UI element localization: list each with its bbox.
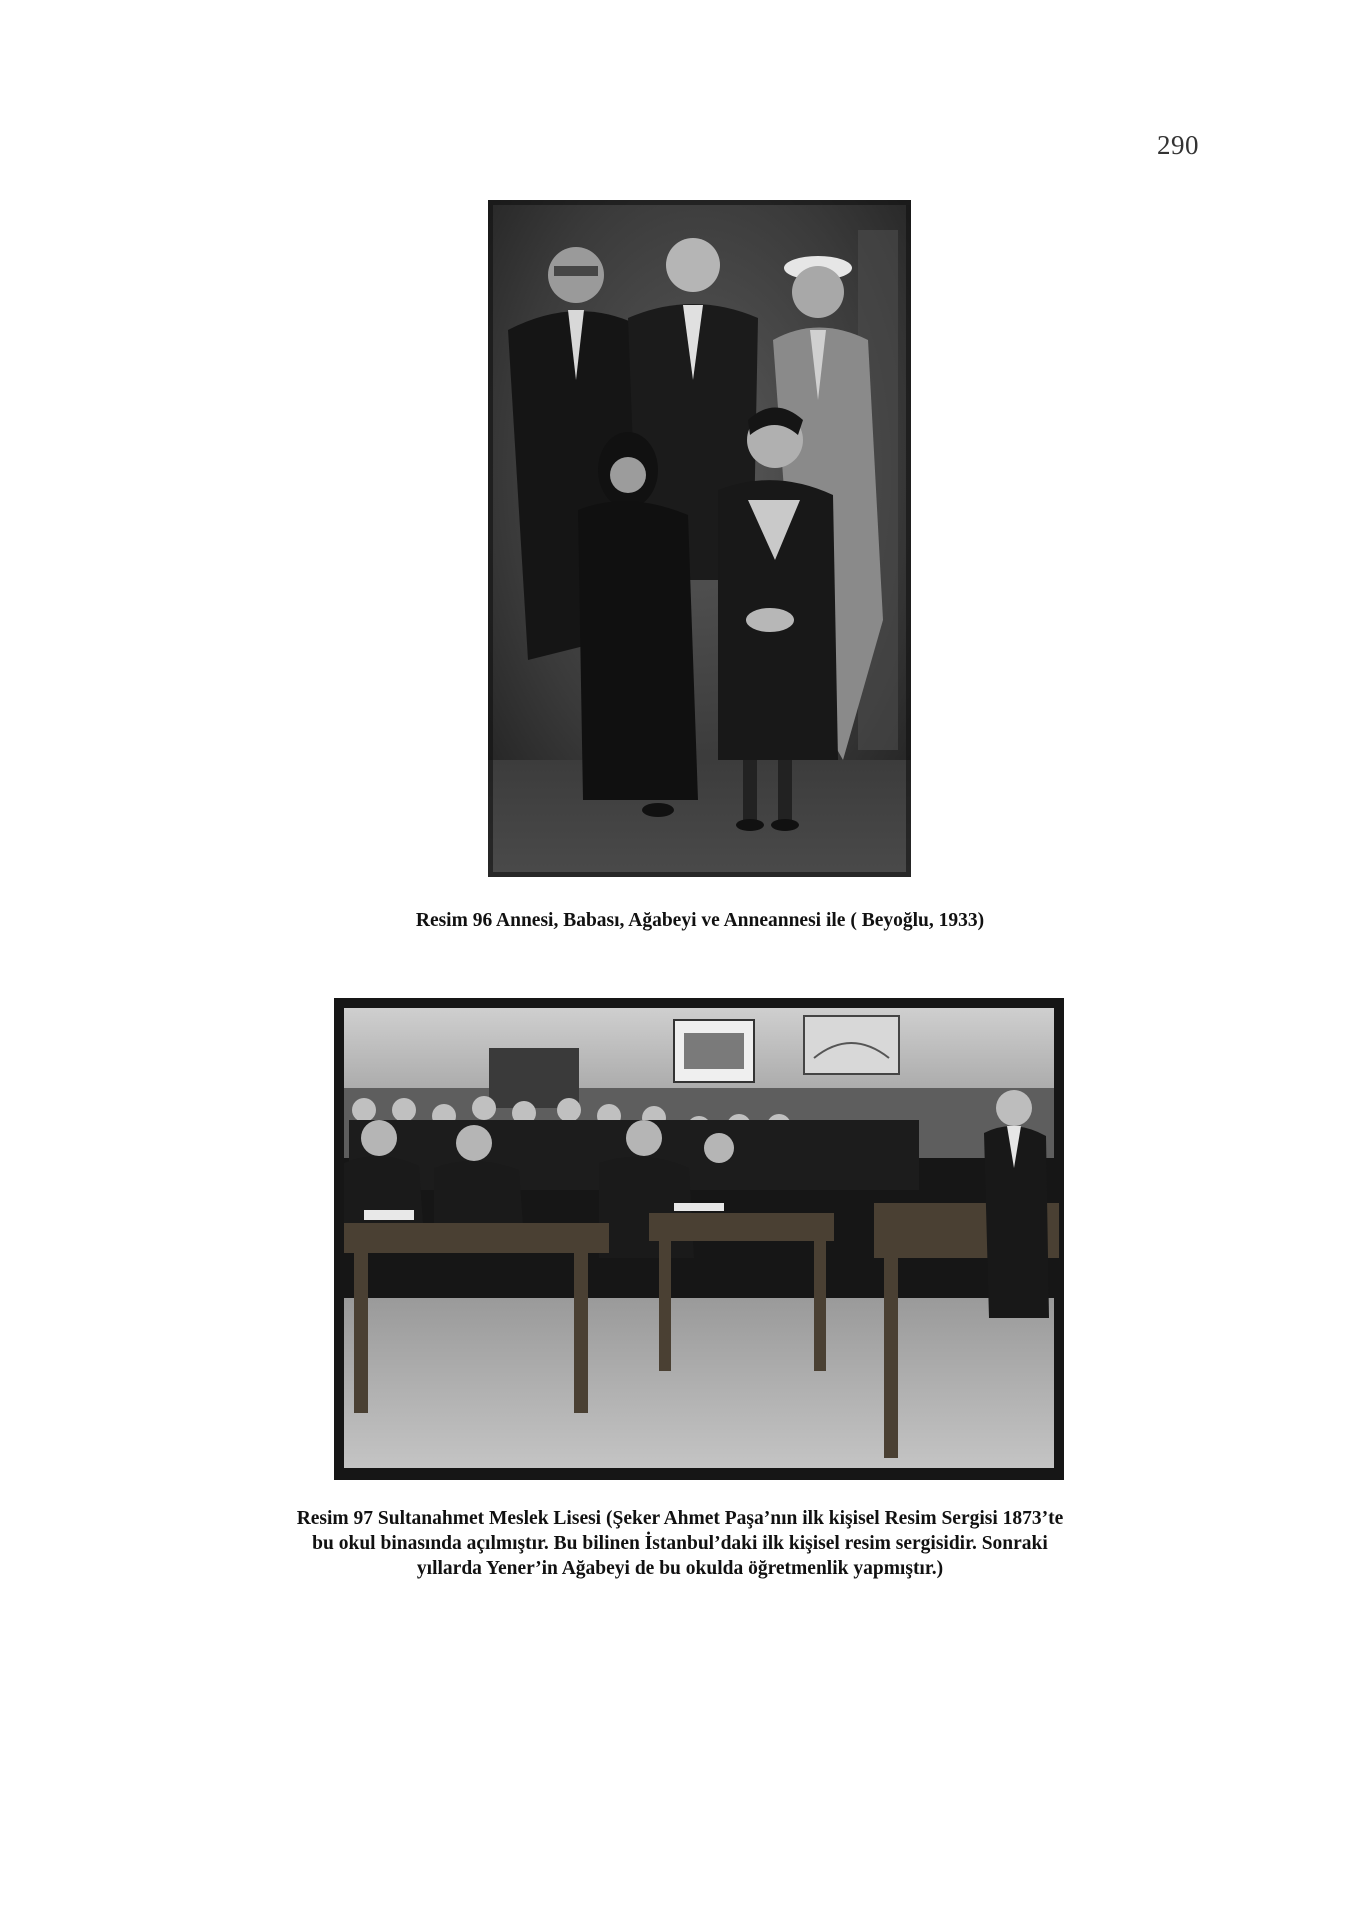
figure-97-caption <box>180 1506 1180 1581</box>
figure-96-caption: Resim 96 Annesi, Babası, Ağabeyi ve Anneannesi ile ( Beyoğlu, 1933) <box>415 910 985 931</box>
page-number: 290 <box>1157 130 1199 160</box>
figure-97-caption-line-3: yıllarda Yener’in Ağabeyi de bu okulda öğretmenlik yapmıştır.) <box>416 1558 944 1579</box>
figure-97-caption-line-1: Resim 97 Sultanahmet Meslek Lisesi (Şeker Ahmet Paşa’nın ilk kişisel Resim Sergisi 1873’te <box>296 1508 1064 1529</box>
family-portrait-photo <box>488 200 911 877</box>
figure-97-caption-line-2: bu okul binasında açılmıştır. Bu bilinen İstanbul’daki ilk kişisel resim sergisidir. Sonraki <box>312 1533 1048 1554</box>
classroom-photo <box>334 998 1064 1480</box>
